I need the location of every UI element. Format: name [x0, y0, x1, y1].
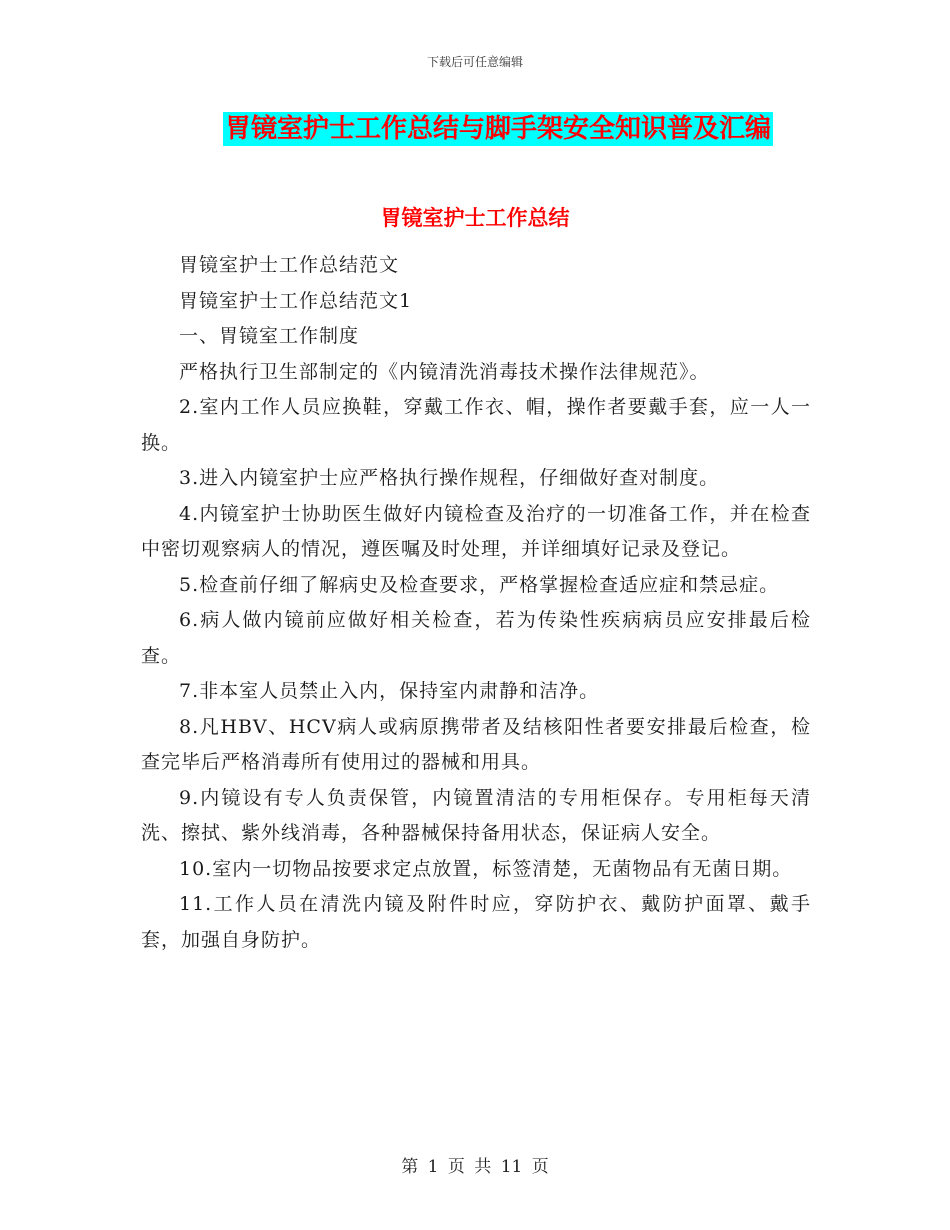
body-text [141, 248, 811, 958]
document-title-container [0, 112, 950, 146]
paragraph: 9.内镜设有专人负责保管，内镜置清洁的专用柜保存。专用柜每天清洗、擦拭、紫外线消毒，各种器械保持备用状态，保证病人安全。 [141, 786, 811, 844]
header-note: 下载后可任意编辑 [426, 55, 523, 69]
paragraph: 8.凡HBV、HCV病人或病原携带者及结核阳性者要安排最后检查，检查完毕后严格消毒所有使用过的器械和用具。 [141, 715, 811, 773]
paragraph: 2.室内工作人员应换鞋，穿戴工作衣、帽，操作者要戴手套，应一人一换。 [141, 396, 811, 454]
paragraph: 7.非本室人员禁止入内，保持室内肃静和洁净。 [179, 680, 600, 702]
paragraph: 一、胃镜室工作制度 [179, 325, 360, 347]
paragraph: 6.病人做内镜前应做好相关检查，若为传染性疾病病员应安排最后检查。 [141, 609, 811, 667]
paragraph: 5.检查前仔细了解病史及检查要求，严格掌握检查适应症和禁忌症。 [179, 573, 780, 596]
paragraph: 胃镜室护士工作总结范文1 [179, 289, 413, 312]
paragraph: 4.内镜室护士协助医生做好内镜检查及治疗的一切准备工作，并在检查中密切观察病人的情况，遵医嘱及时处理，并详细填好记录及登记。 [141, 502, 811, 560]
paragraph: 3.进入内镜室护士应严格执行操作规程，仔细做好查对制度。 [179, 467, 720, 489]
paragraph: 11.工作人员在清洗内镜及附件时应，穿防护衣、戴防护面罩、戴手套，加强自身防护。 [141, 893, 811, 951]
section-title: 胃镜室护士工作总结 [380, 205, 570, 230]
paragraph: 严格执行卫生部制定的《内镜清洗消毒技术操作法律规范》。 [179, 360, 710, 383]
paragraph: 10.室内一切物品按要求定点放置，标签清楚，无菌物品有无菌日期。 [179, 857, 793, 880]
page-number-footer: 第 1 页 共 11 页 [401, 1157, 549, 1177]
paragraph: 胃镜室护士工作总结范文 [179, 254, 400, 276]
document-title: 胃镜室护士工作总结与脚手架安全知识普及汇编 [224, 114, 771, 144]
